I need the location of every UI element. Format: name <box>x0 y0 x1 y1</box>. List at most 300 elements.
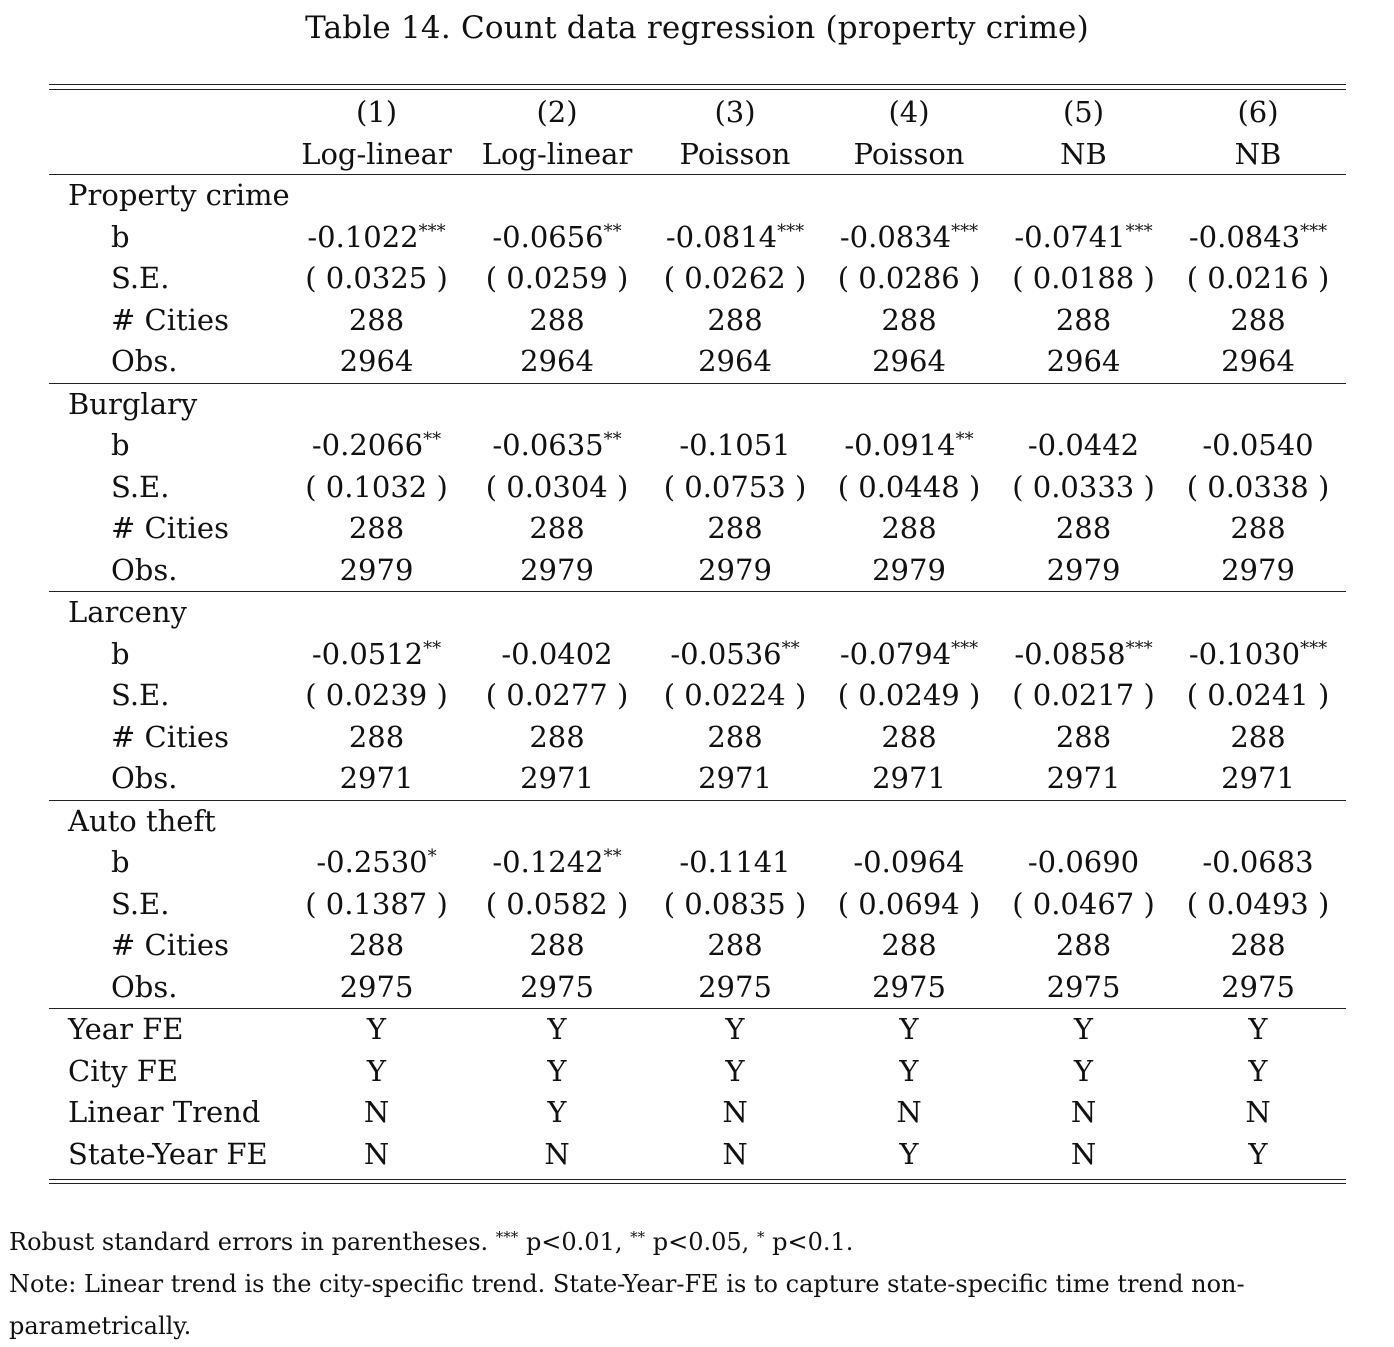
b-value: -0.1141 <box>679 845 791 879</box>
group-title: Property crime <box>49 175 288 217</box>
spec-value: Y <box>725 1053 745 1088</box>
cities-value: 288 <box>707 928 763 962</box>
significance-stars: ** <box>603 220 622 242</box>
notes-stars: * <box>756 1228 765 1246</box>
cities-value: 288 <box>529 719 585 754</box>
se-value: ( 0.0239 ) <box>305 678 448 712</box>
cities-value: 288 <box>881 302 937 337</box>
coef-cell <box>649 842 821 884</box>
spec-value: Y <box>366 1053 387 1088</box>
b-value: -0.0834 <box>839 219 952 254</box>
cities-cell <box>1170 508 1346 550</box>
group-title-row <box>49 800 1346 842</box>
row-label: S.E. <box>111 469 170 504</box>
se-cell <box>465 884 649 926</box>
cities-cell <box>821 717 997 759</box>
b-value: -0.0540 <box>1202 428 1314 462</box>
obs-value: 2971 <box>872 761 946 795</box>
obs-value: 2971 <box>1221 761 1295 795</box>
obs-value: 2975 <box>520 969 594 1004</box>
se-cell <box>288 884 465 926</box>
row-label: b <box>111 845 130 879</box>
cities-value: 288 <box>529 511 585 545</box>
empty-cell <box>997 383 1170 425</box>
empty-cell <box>1170 592 1346 634</box>
se-cell <box>465 258 649 300</box>
spec-value: N <box>363 1095 390 1129</box>
coef-cell <box>821 634 997 676</box>
b-value: -0.1242 <box>492 845 604 879</box>
cities-value: 288 <box>1230 928 1286 962</box>
obs-value: 2979 <box>1221 552 1295 587</box>
col-model: NB <box>1060 137 1107 171</box>
se-value: ( 0.0325 ) <box>305 261 448 295</box>
obs-value: 2964 <box>1046 344 1121 378</box>
spec-value: N <box>544 1136 570 1171</box>
cities-cell <box>288 925 465 967</box>
obs-cell <box>821 341 997 383</box>
row-label: S.E. <box>111 261 170 295</box>
significance-stars: ** <box>603 846 622 867</box>
table-notes <box>9 1216 1394 1347</box>
obs-cell <box>288 758 465 800</box>
se-value: ( 0.0582 ) <box>485 886 629 921</box>
col-num: (5) <box>1062 95 1105 129</box>
b-value: -0.2530 <box>316 845 428 879</box>
obs-cell <box>1170 967 1346 1009</box>
obs-cell <box>997 341 1170 383</box>
cities-cell <box>997 300 1170 342</box>
se-cell <box>821 675 997 717</box>
empty-cell <box>465 383 649 425</box>
stat-row-obs <box>49 967 1346 1009</box>
coef-cell <box>821 842 997 884</box>
b-value: -0.0858 <box>1014 636 1126 671</box>
cities-value: 288 <box>348 719 405 754</box>
coef-cell <box>1170 842 1346 884</box>
spec-row <box>49 1051 1346 1093</box>
obs-cell <box>465 967 649 1009</box>
stat-row-cities <box>49 717 1346 759</box>
spec-value: Y <box>649 1009 821 1051</box>
top-rule <box>49 84 1346 85</box>
significance-stars: ** <box>955 429 974 450</box>
spec-value: N <box>1070 1136 1097 1171</box>
coef-cell <box>997 217 1170 259</box>
empty-cell <box>1170 800 1346 842</box>
significance-stars: *** <box>418 220 446 242</box>
cities-cell <box>997 717 1170 759</box>
obs-cell <box>821 550 997 592</box>
stat-row-cities <box>49 925 1346 967</box>
obs-value: 2975 <box>872 969 946 1004</box>
cities-cell <box>997 925 1170 967</box>
significance-stars: *** <box>1125 637 1153 659</box>
obs-value: 2979 <box>1046 552 1121 587</box>
obs-value: 2975 <box>698 969 772 1004</box>
cities-cell <box>649 717 821 759</box>
spec-value: N <box>363 1136 390 1171</box>
coef-cell <box>1170 425 1346 467</box>
obs-value: 2975 <box>339 969 414 1004</box>
cities-cell <box>821 925 997 967</box>
b-value: -0.0635 <box>492 428 604 462</box>
stat-row-b <box>49 842 1346 884</box>
se-value: ( 0.0259 ) <box>485 261 629 295</box>
cities-cell <box>465 717 649 759</box>
stat-row-obs <box>49 341 1346 383</box>
empty-cell <box>997 800 1170 842</box>
obs-value: 2971 <box>339 761 414 795</box>
spec-value: N <box>722 1136 748 1171</box>
coef-cell <box>465 634 649 676</box>
cities-cell <box>465 925 649 967</box>
coef-cell <box>288 842 465 884</box>
spec-value: Y <box>1073 1053 1094 1088</box>
se-cell <box>1170 467 1346 509</box>
spec-label: Linear Trend <box>68 1095 261 1129</box>
cities-value: 288 <box>348 928 405 962</box>
empty-cell <box>649 592 821 634</box>
b-value: -0.0690 <box>1027 845 1140 879</box>
row-label: b <box>111 428 130 462</box>
cities-value: 288 <box>881 719 937 754</box>
b-value: -0.0442 <box>1027 428 1140 462</box>
empty-cell <box>821 175 997 217</box>
se-cell <box>1170 675 1346 717</box>
se-value: ( 0.0224 ) <box>663 678 807 712</box>
coef-cell <box>997 842 1170 884</box>
empty-cell <box>821 383 997 425</box>
b-value: -0.1030 <box>1188 636 1301 671</box>
empty-cell <box>288 175 465 217</box>
obs-cell <box>649 341 821 383</box>
obs-value: 2964 <box>520 344 594 378</box>
spec-value: Y <box>997 1009 1170 1051</box>
se-cell <box>649 467 821 509</box>
obs-value: 2971 <box>1046 761 1121 795</box>
se-value: ( 0.0286 ) <box>837 261 981 295</box>
coef-cell <box>465 425 649 467</box>
cities-cell <box>465 508 649 550</box>
b-value: -0.0402 <box>501 636 613 671</box>
obs-value: 2979 <box>339 552 414 587</box>
cities-value: 288 <box>348 302 405 337</box>
row-label: Obs. <box>111 761 178 795</box>
cities-value: 288 <box>1230 511 1286 545</box>
stat-row-se <box>49 884 1346 926</box>
notes-text: Robust standard errors in parentheses. <box>9 1228 489 1256</box>
regression-table <box>49 84 1346 1184</box>
notes-stars: *** <box>495 1228 519 1246</box>
empty-cell <box>649 800 821 842</box>
row-label: # Cities <box>111 928 229 962</box>
spec-value: N <box>1245 1095 1271 1129</box>
cities-value: 288 <box>707 719 763 754</box>
stat-row-b <box>49 425 1346 467</box>
empty-cell <box>465 800 649 842</box>
obs-value: 2975 <box>1221 969 1295 1004</box>
notes-line-1 <box>9 1216 1394 1263</box>
table-caption: Table 14. Count data regression (property crime) <box>305 10 1089 46</box>
obs-value: 2964 <box>1221 344 1295 378</box>
spec-label: State-Year FE <box>68 1136 268 1171</box>
notes-line-2: Note: Linear trend is the city-specific trend. State-Year-FE is to capture state-specific time trend non-parametrically. <box>9 1270 1245 1340</box>
row-label: Obs. <box>111 552 178 587</box>
cities-cell <box>288 508 465 550</box>
se-cell <box>288 675 465 717</box>
row-label: Obs. <box>111 969 178 1004</box>
significance-stars: *** <box>1125 220 1153 242</box>
obs-cell <box>821 758 997 800</box>
col-model: Poisson <box>679 137 791 171</box>
se-cell <box>821 467 997 509</box>
se-value: ( 0.1032 ) <box>305 469 448 504</box>
stat-row-se <box>49 258 1346 300</box>
cities-cell <box>649 508 821 550</box>
se-value: ( 0.0304 ) <box>485 469 629 504</box>
spec-value: Y <box>1248 1136 1268 1171</box>
cities-value: 288 <box>529 302 585 337</box>
se-value: ( 0.0249 ) <box>837 678 981 712</box>
cities-cell <box>997 508 1170 550</box>
se-value: ( 0.0448 ) <box>837 469 981 504</box>
coef-cell <box>1170 217 1346 259</box>
col-model: NB <box>1234 137 1282 171</box>
empty-cell <box>649 175 821 217</box>
significance-stars: ** <box>781 637 800 659</box>
obs-cell <box>997 550 1170 592</box>
stat-row-se <box>49 467 1346 509</box>
cities-value: 288 <box>529 928 585 962</box>
se-cell <box>465 467 649 509</box>
stat-row-obs <box>49 758 1346 800</box>
b-value: -0.1022 <box>307 219 419 254</box>
obs-cell <box>821 967 997 1009</box>
empty-cell <box>649 383 821 425</box>
obs-cell <box>649 967 821 1009</box>
group-title-row <box>49 175 1346 217</box>
b-value: -0.2066 <box>311 428 424 462</box>
coef-cell <box>288 634 465 676</box>
significance-stars: *** <box>777 220 805 242</box>
obs-cell <box>288 341 465 383</box>
b-value: -0.0656 <box>492 219 604 254</box>
col-model: Poisson <box>853 137 965 171</box>
se-value: ( 0.0188 ) <box>1012 261 1155 295</box>
col-num: (2) <box>536 95 578 129</box>
stat-row-b <box>49 217 1346 259</box>
b-value: -0.0683 <box>1202 845 1314 879</box>
empty-cell <box>997 175 1170 217</box>
cities-cell <box>821 300 997 342</box>
cities-value: 288 <box>1055 302 1112 337</box>
coef-cell <box>649 634 821 676</box>
stat-row-cities <box>49 300 1346 342</box>
cities-value: 288 <box>1230 302 1286 337</box>
obs-cell <box>649 550 821 592</box>
obs-value: 2964 <box>872 344 946 378</box>
b-value: -0.0914 <box>844 428 956 462</box>
cities-cell <box>288 717 465 759</box>
row-label: b <box>111 219 130 254</box>
coef-cell <box>1170 634 1346 676</box>
cities-value: 288 <box>348 511 405 545</box>
coef-cell <box>649 425 821 467</box>
cities-value: 288 <box>881 928 937 962</box>
row-label: S.E. <box>111 678 170 712</box>
significance-stars: *** <box>951 220 979 242</box>
se-cell <box>465 675 649 717</box>
col-num: (1) <box>355 95 398 129</box>
coef-cell <box>465 217 649 259</box>
obs-value: 2979 <box>872 552 946 587</box>
row-label: # Cities <box>111 511 229 545</box>
cities-value: 288 <box>707 511 763 545</box>
cities-cell <box>649 925 821 967</box>
spec-row <box>49 1092 1346 1134</box>
bottom-rule <box>49 1179 1346 1180</box>
cities-cell <box>288 300 465 342</box>
b-value: -0.0536 <box>670 636 782 671</box>
se-value: ( 0.1387 ) <box>305 886 448 921</box>
stat-row-se <box>49 675 1346 717</box>
obs-cell <box>465 341 649 383</box>
obs-cell <box>1170 341 1346 383</box>
cities-cell <box>1170 925 1346 967</box>
significance-stars: *** <box>1300 637 1328 659</box>
coef-cell <box>821 425 997 467</box>
obs-value: 2964 <box>698 344 772 378</box>
empty-cell <box>465 592 649 634</box>
stat-row-obs <box>49 550 1346 592</box>
se-cell <box>997 884 1170 926</box>
bottom-rule-outer <box>49 1183 1346 1184</box>
cities-cell <box>821 508 997 550</box>
se-cell <box>288 467 465 509</box>
empty-cell <box>288 383 465 425</box>
cities-cell <box>465 300 649 342</box>
se-value: ( 0.0753 ) <box>663 469 807 504</box>
se-value: ( 0.0338 ) <box>1186 469 1330 504</box>
coef-cell <box>288 425 465 467</box>
b-value: -0.0964 <box>853 845 965 879</box>
spec-label: City FE <box>68 1053 179 1088</box>
obs-cell <box>465 550 649 592</box>
se-cell <box>1170 258 1346 300</box>
spec-value: N <box>896 1095 922 1129</box>
b-value: -0.0814 <box>665 219 778 254</box>
cities-value: 288 <box>1055 928 1112 962</box>
top-rule-inner <box>49 89 1346 90</box>
cities-cell <box>1170 717 1346 759</box>
b-value: -0.1051 <box>679 428 791 462</box>
spec-label: Year FE <box>49 1009 288 1051</box>
b-value: -0.0794 <box>839 636 952 671</box>
coef-cell <box>465 842 649 884</box>
spec-value: Y <box>547 1053 567 1088</box>
b-value: -0.0741 <box>1014 219 1126 254</box>
obs-value: 2964 <box>339 344 414 378</box>
col-num: (4) <box>888 95 930 129</box>
obs-cell <box>1170 550 1346 592</box>
group-title: Auto theft <box>49 800 288 842</box>
row-label: Obs. <box>111 344 178 378</box>
col-num: (3) <box>714 95 756 129</box>
notes-pvalue: p<0.1. <box>772 1228 854 1256</box>
spec-value: Y <box>465 1009 649 1051</box>
group-title: Larceny <box>49 592 288 634</box>
empty-cell <box>288 800 465 842</box>
cities-cell <box>1170 300 1346 342</box>
cities-value: 288 <box>1230 719 1286 754</box>
se-cell <box>649 258 821 300</box>
obs-cell <box>997 967 1170 1009</box>
spec-value: Y <box>547 1095 567 1129</box>
b-value: -0.0843 <box>1188 219 1301 254</box>
se-cell <box>997 467 1170 509</box>
cities-value: 288 <box>1055 511 1112 545</box>
obs-cell <box>997 758 1170 800</box>
se-value: ( 0.0694 ) <box>837 886 981 921</box>
significance-stars: ** <box>423 637 442 659</box>
col-model: Log-linear <box>481 137 633 171</box>
se-value: ( 0.0262 ) <box>663 261 807 295</box>
spec-value: Y <box>1248 1053 1268 1088</box>
notes-stars: ** <box>630 1228 646 1246</box>
coef-cell <box>997 425 1170 467</box>
se-value: ( 0.0217 ) <box>1012 678 1155 712</box>
model-name-row <box>49 134 1346 175</box>
se-value: ( 0.0277 ) <box>485 678 629 712</box>
se-cell <box>821 258 997 300</box>
se-cell <box>288 258 465 300</box>
row-label: # Cities <box>111 719 229 754</box>
se-cell <box>1170 884 1346 926</box>
coef-cell <box>997 634 1170 676</box>
row-label: b <box>111 636 130 671</box>
obs-cell <box>288 550 465 592</box>
coef-cell <box>821 217 997 259</box>
spec-value: Y <box>1170 1009 1346 1051</box>
group-title-row <box>49 592 1346 634</box>
coef-cell <box>649 217 821 259</box>
empty-cell <box>1170 175 1346 217</box>
significance-stars: ** <box>603 429 622 450</box>
se-value: ( 0.0241 ) <box>1186 678 1330 712</box>
empty-cell <box>465 175 649 217</box>
notes-pvalue: p<0.05, <box>652 1228 750 1256</box>
se-value: ( 0.0493 ) <box>1186 886 1330 921</box>
col-model: Log-linear <box>301 137 452 171</box>
significance-stars: *** <box>951 637 979 659</box>
se-cell <box>997 258 1170 300</box>
empty-cell <box>288 592 465 634</box>
stat-row-b <box>49 634 1346 676</box>
se-cell <box>997 675 1170 717</box>
b-value: -0.0512 <box>311 636 424 671</box>
obs-value: 2971 <box>698 761 772 795</box>
spec-value: Y <box>899 1053 919 1088</box>
cities-value: 288 <box>881 511 937 545</box>
se-cell <box>821 884 997 926</box>
spec-value: N <box>1070 1095 1097 1129</box>
cities-value: 288 <box>707 302 763 337</box>
spec-row <box>49 1009 1346 1051</box>
stat-row-cities <box>49 508 1346 550</box>
empty-cell <box>821 592 997 634</box>
se-cell <box>649 884 821 926</box>
